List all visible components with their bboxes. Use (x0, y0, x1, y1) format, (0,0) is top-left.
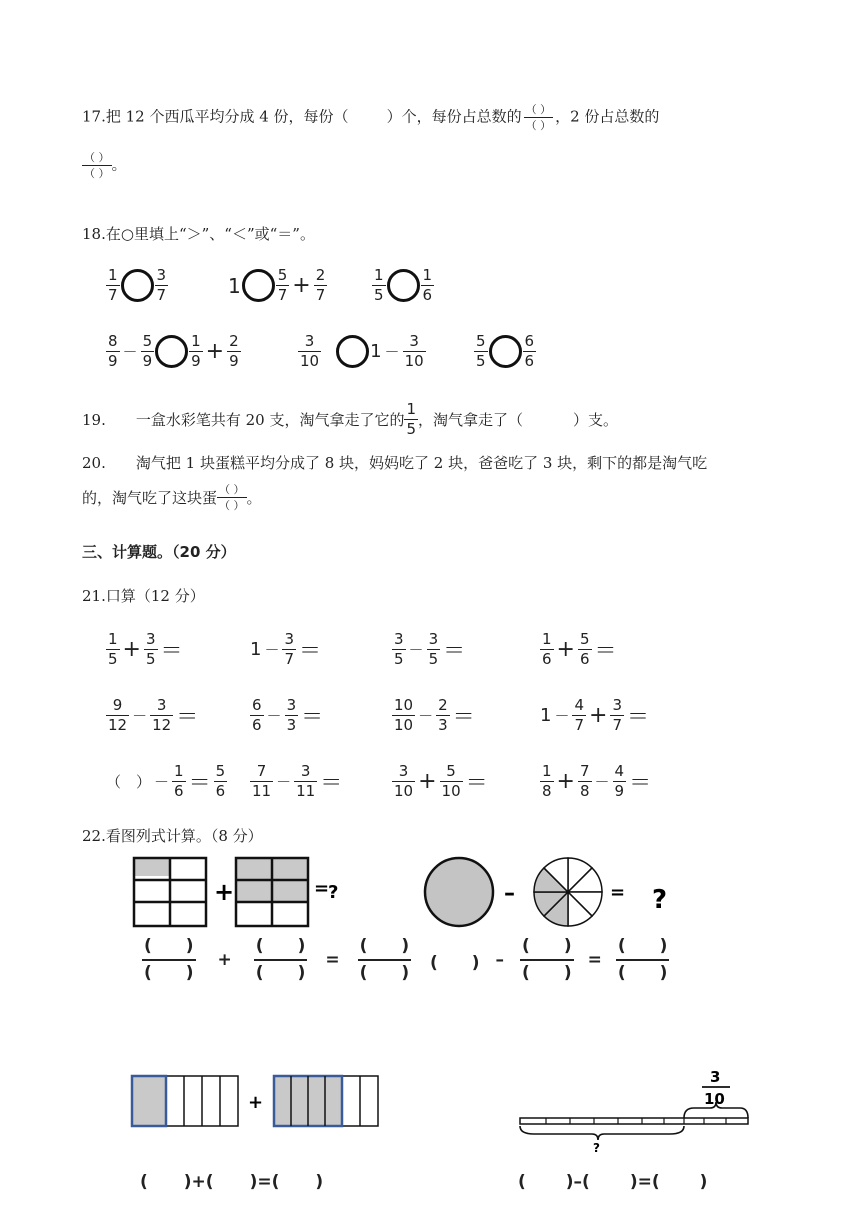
compare-circle[interactable] (489, 335, 522, 368)
question-19: 19. 一盒水彩笔共有 20 支，淘气拿走了它的 $\frac{1}{5}$ ，淘气拿走了（ ）支。 (82, 400, 619, 438)
blank-fraction[interactable]: $\frac{( )}{( )}$ (525, 103, 552, 132)
oral-calc-item: 1 － $\frac{3}{7}$ ＝ (250, 630, 322, 668)
q18-item-5: $\frac{3}{10}$ 1 － $\frac{3}{10}$ (300, 332, 424, 370)
grid-left (134, 858, 206, 926)
oral-calc-item: $\frac{10}{10}$ － $\frac{2}{3}$ ＝ (394, 696, 475, 734)
blank-fraction[interactable]: $\frac{( )}{( )}$ (219, 483, 245, 512)
q18-item-3: $\frac{1}{5}$ $\frac{1}{6}$ (374, 266, 433, 304)
circle-equation-blanks: ( ) – $\frac{( )}{( )}$ = $\frac{( )}{( )}$ (430, 936, 668, 983)
section-3-heading: 三、计算题。（20 分） (82, 543, 236, 561)
question-21-title: 21.口算（12 分） (82, 587, 205, 605)
equals-sign: = (610, 882, 626, 903)
question-mark: ? (652, 885, 668, 915)
bar-label-numerator: 3 (710, 1068, 721, 1086)
oral-calc-item: $\frac{1}{6}$ + $\frac{5}{6}$ ＝ (542, 630, 617, 668)
blank-fraction[interactable]: $\frac{( )}{( )}$ (84, 151, 110, 180)
question-22-title: 22.看图列式计算。（8 分） (82, 827, 263, 845)
circle-subtraction-picture (420, 852, 680, 932)
segment-equation-blanks: ( )–( )=( ) (518, 1172, 708, 1192)
question-17-line1: 17.把 12 个西瓜平均分成 4 份，每份（ ）个，每份占总数的 $\frac{( )}{( )}$ ，2 份占总数的 (82, 103, 660, 132)
grid-addition-picture (130, 852, 350, 932)
bar-label-denominator: 10 (704, 1090, 725, 1108)
question-17-line2: $\frac{( )}{( )}$ 。 (84, 151, 127, 180)
grid-equation-blanks: $\frac{( )}{( )}$ + $\frac{( )}{( )}$ = $\frac{( )}{( )}$ (144, 936, 410, 983)
compare-circle[interactable] (336, 335, 369, 368)
q18-item-4: $\frac{8}{9}$ － $\frac{5}{9}$ $\frac{1}{9}$ + $\frac{2}{9}$ (108, 332, 239, 370)
compare-circle[interactable] (387, 269, 420, 302)
question-mark: ? (328, 882, 339, 903)
oral-calc-item: $\frac{9}{12}$ － $\frac{3}{12}$ ＝ (108, 696, 199, 734)
compare-circle[interactable] (242, 269, 275, 302)
oral-calc-item: $\frac{6}{6}$ － $\frac{3}{3}$ ＝ (252, 696, 324, 734)
oral-calc-item: 1 － $\frac{4}{7}$ + $\frac{3}{7}$ ＝ (540, 696, 650, 734)
oral-calc-item: $\frac{3}{10}$ + $\frac{5}{10}$ ＝ (394, 762, 488, 800)
segment-line-picture (514, 1062, 764, 1152)
full-circle (425, 858, 493, 926)
question-18-text: 18.在○里填上“＞”、“＜”或“＝”。 (82, 225, 315, 243)
pie-circle (534, 858, 602, 926)
equals-sign: = (314, 878, 330, 899)
bar-equation-blanks: ( )+( )=( ) (140, 1172, 324, 1192)
oral-calc-item: $\frac{1}{5}$ + $\frac{3}{5}$ ＝ (108, 630, 183, 668)
q18-item-1: $\frac{1}{7}$ $\frac{3}{7}$ (108, 266, 167, 304)
bar-left (132, 1076, 238, 1126)
compare-circle[interactable] (121, 269, 154, 302)
question-20-line2: 的，淘气吃了这块蛋 $\frac{( )}{( )}$ 。 (82, 483, 262, 512)
oral-calc-item: $\frac{3}{5}$ － $\frac{3}{5}$ ＝ (394, 630, 466, 668)
oral-calc-item: $\frac{7}{11}$ － $\frac{3}{11}$ ＝ (252, 762, 343, 800)
plus-sign: + (214, 878, 235, 906)
question-20-line1: 20. 淘气把 1 块蛋糕平均分成了 8 块，妈妈吃了 2 块，爸爸吃了 3 块，剩下的都是淘气吃 (82, 454, 708, 472)
question-mark: ? (593, 1141, 600, 1152)
grid-right (236, 858, 308, 926)
minus-sign: – (504, 881, 515, 906)
bar-addition-picture (126, 1068, 386, 1132)
q18-item-2: 1 $\frac{5}{7}$ + $\frac{2}{7}$ (228, 266, 326, 304)
q18-item-6: $\frac{5}{5}$ $\frac{6}{6}$ (476, 332, 535, 370)
compare-circle[interactable] (155, 335, 188, 368)
oral-calc-item: $\frac{1}{8}$ + $\frac{7}{8}$ － $\frac{4}{9}$ ＝ (542, 762, 652, 800)
bar-right (274, 1076, 378, 1126)
plus-sign: + (248, 1092, 264, 1113)
oral-calc-item: （ ） － $\frac{1}{6}$ ＝ $\frac{5}{6}$ (106, 762, 226, 800)
